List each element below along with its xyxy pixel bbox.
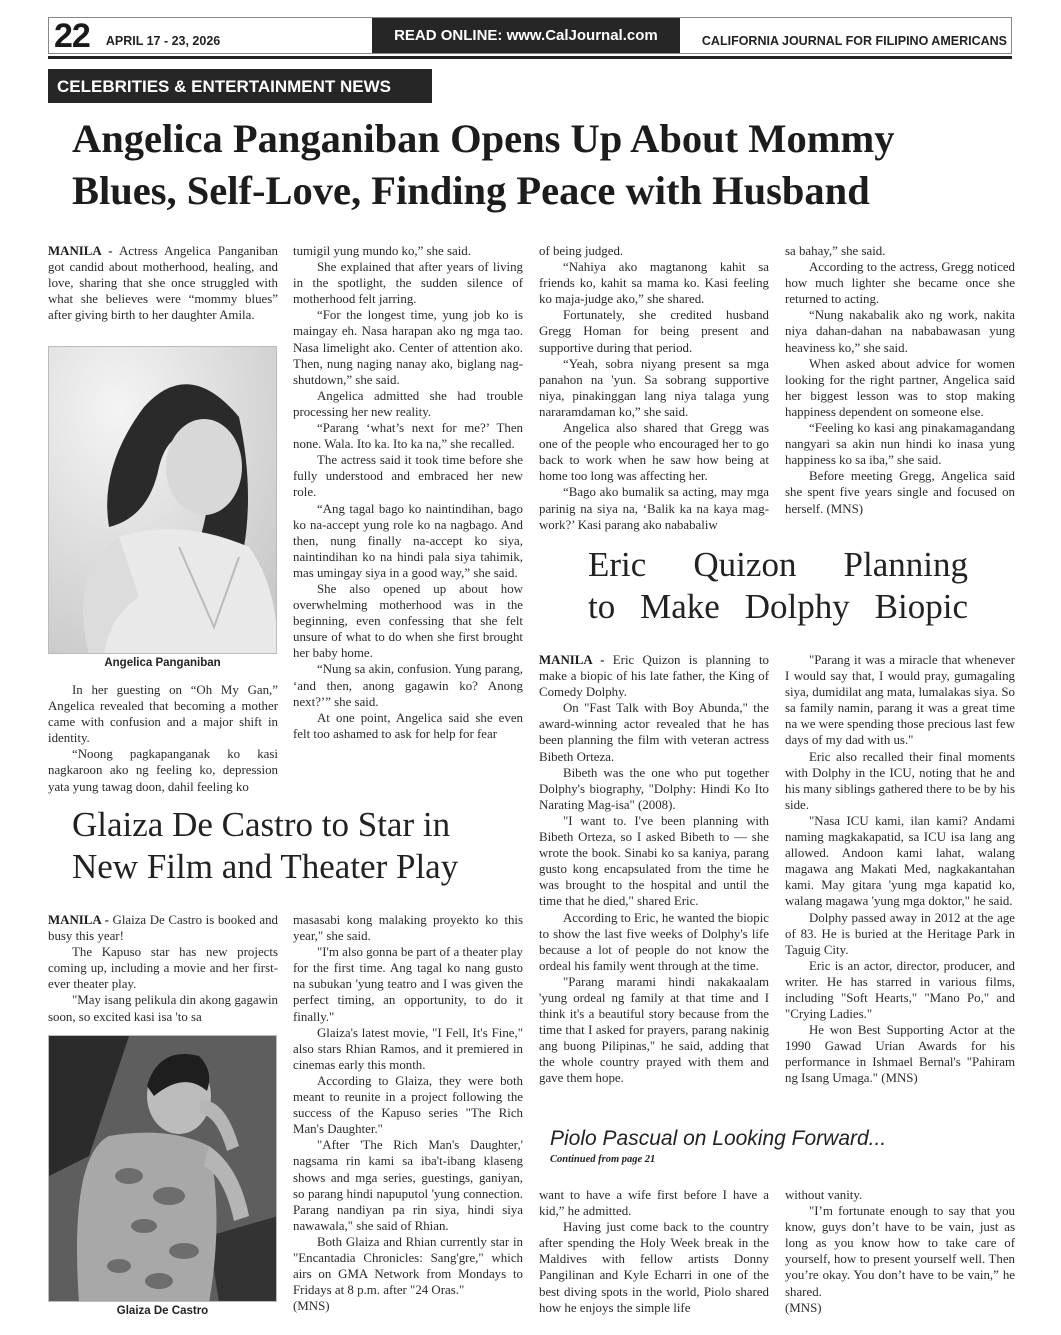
glaiza-headline-line2: New Film and Theater Play <box>72 847 459 886</box>
paragraph: without vanity. <box>785 1188 863 1202</box>
glaiza-col2 <box>293 912 523 1314</box>
paragraph: "Parang it was a miracle that whenever I would say that, I would pray, gumagaling siya, dumidilat ang mata, lumalakas siya. So sa family namin, parang it was a great time na we were spending those precious last few days of my dad with us." <box>785 653 1015 748</box>
paragraph: Bibeth was the one who put together Dolphy's biography, "Dolphy: Hindi Ko Ito Narating Mag-isa" (2008). <box>539 765 769 812</box>
paragraph: According to Eric, he wanted the biopic to show the last five weeks of Dolphy's life because a lot of people do not know the ordeal his family went through at the time. <box>539 910 769 973</box>
paragraph: Having just come back to the country after spending the Holy Week break in the Maldives with fellow artists Donny Pangilinan and Kyle Echarri in one of the best diving spots in the world, Piolo shared how he enjoys the simple life <box>539 1220 769 1315</box>
paragraph: tumigil yung mundo ko,” she said. <box>293 244 471 258</box>
piolo-headline: Piolo Pascual on Looking Forward... <box>550 1127 887 1150</box>
paragraph: “Feeling ko kasi ang pinakamagandang nangyari sa akin nun hindi ko inasa yung happiness ko sa iba,” she said. <box>785 421 1015 468</box>
main-headline-line1: Angelica Panganiban Opens Up About Mommy <box>72 116 895 161</box>
angelica-lead-paragraph <box>48 243 278 323</box>
paragraph: She also opened up about how overwhelming motherhood was in the beginning, even confessing that she felt unsure of what to do when she first brought her baby home. <box>293 581 523 661</box>
eric-headline-line1: Eric Quizon Planning <box>588 545 968 584</box>
dateline: MANILA - <box>48 913 109 927</box>
paragraph: “Nung nakabalik ako ng work, nakita niya dahan-dahan na nababawasan yung heaviness ko,” she said. <box>785 308 1015 355</box>
paragraph: Angelica admitted she had trouble processing her new reality. <box>293 388 523 419</box>
paragraph: masasabi kong malaking proyekto ko this year," she said. <box>293 913 523 944</box>
paragraph: “For the longest time, yung job ko is maingay eh. Nasa harapan ako ng mga tao. Nasa limelight ako. Center of attention ako. Then, nung naging nanay ako, biglang nag-shutdown,” she said. <box>293 308 523 387</box>
eric-col1 <box>539 652 769 1087</box>
paragraph: “Noong pagkapanganak ko kasi nagkaroon ako ng feeling ko, depression yata yung tawag doon, dahil feeling ko <box>48 747 278 794</box>
eric-lead-paragraph <box>539 652 769 700</box>
paragraph: According to Glaiza, they were both meant to reunite in a project following the success of the Kapuso series "The Rich Man's Daughter." <box>293 1073 523 1137</box>
portrait-image <box>49 347 277 654</box>
paragraph: Dolphy passed away in 2012 at the age of 83. He is buried at the Heritage Park in Taguig City. <box>785 910 1015 957</box>
eric-headline-line2: to Make Dolphy Biopic <box>588 587 968 626</box>
angelica-col2 <box>293 243 523 742</box>
paragraph: Before meeting Gregg, Angelica said she spent five years single and focused on herself. (MNS) <box>785 469 1015 516</box>
main-headline-line2: Blues, Self-Love, Finding Peace with Husband <box>72 168 870 213</box>
paragraph: Fortunately, she credited husband Gregg Homan for being present and supportive during that period. <box>539 308 769 355</box>
paragraph: "I’m fortunate enough to say that you know, guys don’t have to be vain, just as long as you know how to take care of yourself, how to present yourself well. Then you’re okay. You don’t have to be vain,” he shared. <box>785 1204 1015 1299</box>
paragraph: "Nasa ICU kami, ilan kami? Andami naming magkakapatid, sa ICU isa lang ang allowed. Andoon kami lahat, walang magawa ang Makati Med, nagkakantahan kami. May gitara 'yung mga kapatid ko, walang magawa 'yung mga doktor," he said. <box>785 813 1015 909</box>
publication-name: CALIFORNIA JOURNAL FOR FILIPINO AMERICANS <box>701 34 1007 48</box>
continued-from-link[interactable]: Continued from page 21 <box>550 1154 656 1165</box>
angelica-col3 <box>539 243 769 533</box>
lead-text: Eric Quizon is planning to make a biopic of his late father, the King of Comedy Dolphy. <box>539 653 769 700</box>
main-headline <box>72 113 1002 217</box>
glaiza-lead-paragraph <box>48 912 278 944</box>
paragraph: The actress said it took time before she fully understood and embraced her new role. <box>293 453 523 500</box>
paragraph: Angelica also shared that Gregg was one of the people who encouraged her to go back to work when he saw how being at home too long was affecting her. <box>539 421 769 484</box>
angelica-photo <box>48 346 277 654</box>
lead-text: Actress Angelica Panganiban got candid about motherhood, healing, and love, sharing that she once struggled with what she believes were “mommy blues” after giving birth to her daughter Amila. <box>48 244 279 323</box>
paragraph: sa bahay,” she said. <box>785 244 886 258</box>
paragraph: “Yeah, sobra niyang present sa mga panahon na 'yun. Sa sobrang supportive niya, pinakinggan lang niya talaga yung nararamdaman ko,” she said. <box>539 356 769 419</box>
paragraph: of being judged. <box>539 244 624 258</box>
paragraph: "After 'The Rich Man's Daughter,' nagsama rin kami sa iba't-ibang klaseng shows and mga series, guestings, ganiyan, so parang hindi napuputol 'yung connection. Parang nandiyan pa rin siya, hindi siya nawawala," she said of Rhian. <box>293 1138 523 1233</box>
paragraph: Eric also recalled their final moments with Dolphy in the ICU, noting that he and his many siblings gathered there to be by his side. <box>785 749 1015 812</box>
angelica-col4 <box>785 243 1015 517</box>
paragraph: “Bago ako bumalik sa acting, may mga parinig na siya na, ‘Balik ka na kaya mag-work?’ Kasi parang ako nababaliw <box>539 485 769 532</box>
eric-headline <box>588 544 968 628</box>
lead-text: Glaiza De Castro is booked and busy this year! <box>48 913 278 944</box>
paragraph: On "Fast Talk with Boy Abunda," the award-winning actor revealed that he has been planning the film with veteran actress Bibeth Orteza. <box>539 701 769 764</box>
paragraph: According to the actress, Gregg noticed how much lighter she became once she returned to acting. <box>785 260 1015 307</box>
glaiza-col1 <box>48 912 278 1025</box>
glaiza-headline <box>72 804 532 888</box>
paragraph: "May isang pelikula din akong gagawin soon, so excited kasi isa 'to sa <box>48 993 278 1024</box>
section-label: CELEBRITIES & ENTERTAINMENT NEWS <box>48 69 432 103</box>
paragraph: He won Best Supporting Actor at the 1990 Gawad Urian Awards for his performance in Ishmael Bernal's "Pahiram ng Isang Umaga." (MNS) <box>785 1023 1015 1086</box>
angelica-col1-top <box>48 243 278 323</box>
eric-col2 <box>785 652 1015 1087</box>
read-online-link[interactable]: READ ONLINE: www.CalJournal.com <box>372 18 680 53</box>
paragraph: “Nahiya ako magtanong kahit sa friends ko, kahit sa mama ko. Kasi feeling ko maja-judge ako,” she shared. <box>539 260 769 307</box>
page-number: 22 <box>54 17 90 55</box>
paragraph: "I'm also gonna be part of a theater play for the first time. Ang tagal ko nang gusto na subukan 'yung teatro and I was given the perfect timing, an opportunity, to do it finally." <box>293 945 523 1024</box>
paragraph: In her guesting on “Oh My Gan,” Angelica revealed that becoming a mother came with confusion and a major shift in identity. <box>48 683 278 746</box>
byline-mns: (MNS) <box>293 1299 330 1314</box>
paragraph: “Nung sa akin, confusion. Yung parang, ‘and then, anong gagawin ko? Anong next?’” she said. <box>293 662 523 709</box>
paragraph: The Kapuso star has new projects coming up, including a movie and her first-ever theater play. <box>48 945 278 992</box>
piolo-col1 <box>539 1187 769 1316</box>
glaiza-photo <box>48 1035 277 1302</box>
paragraph: "I want to. I've been planning with Bibeth Orteza, so I asked Bibeth to — she wrote the book. Sinabi ko sa kaniya, parang gusto kong encapsulated from the time he was brought to the hospital and until the time that he died," shared Eric. <box>539 813 769 909</box>
paragraph: When asked about advice for women looking for the right partner, Angelica said her biggest lesson was to stop making happiness dependent on someone else. <box>785 356 1015 419</box>
paragraph: Eric is an actor, director, producer, and writer. He has starred in various films, including "Soft Hearts," "Mano Po," and "Crying Ladies." <box>785 958 1015 1022</box>
glaiza-headline-line1: Glaiza De Castro to Star in <box>72 805 451 844</box>
dateline: MANILA - <box>539 653 605 667</box>
piolo-col2 <box>785 1187 1015 1316</box>
byline-mns: (MNS) <box>785 1300 822 1315</box>
portrait-image <box>49 1036 277 1302</box>
paragraph: “Ang tagal bago ko naintindihan, bago ko na-accept yung role ko na nagbago. And then, nung finally na-accept ko siya, naintindihan ko na hindi pala siya tahimik, mas umingay siya in a good way,” she said. <box>293 501 523 580</box>
paragraph: want to have a wife first before I have a kid,” he admitted. <box>539 1188 769 1219</box>
glaiza-photo-caption: Glaiza De Castro <box>116 1305 209 1317</box>
paragraph: Glaiza's latest movie, "I Fell, It's Fine," also stars Rhian Ramos, and it premiered in cinemas early this month. <box>293 1025 523 1072</box>
paragraph: “Parang ‘what’s next for me?’ Then none. Wala. Ito ka. Ito ka na,” she recalled. <box>293 421 523 452</box>
issue-date: APRIL 17 - 23, 2026 <box>105 34 221 48</box>
masthead <box>48 17 1012 54</box>
paragraph: Both Glaiza and Rhian currently star in "Encantadia Chronicles: Sang'gre," which airs on GMA Network from Mondays to Fridays at 8 p.m. after "24 Oras." <box>293 1234 523 1298</box>
masthead-rule <box>48 56 1012 59</box>
paragraph: At one point, Angelica said she even felt too ashamed to ask for help for fear <box>293 710 523 741</box>
paragraph: She explained that after years of living in the spotlight, the sudden silence of motherhood felt jarring. <box>293 260 523 307</box>
paragraph: "Parang marami hindi nakakaalam 'yung ordeal ng family at that time and I think it's a beautiful story because from the time that I asked for prayers, parang nakinig ang buong Pilipinas," he said, adding that the whole country prayed with them and gave them hope. <box>539 974 769 1086</box>
dateline: MANILA - <box>48 244 113 258</box>
angelica-photo-caption: Angelica Panganiban <box>104 657 221 669</box>
angelica-col1-bottom <box>48 682 278 795</box>
